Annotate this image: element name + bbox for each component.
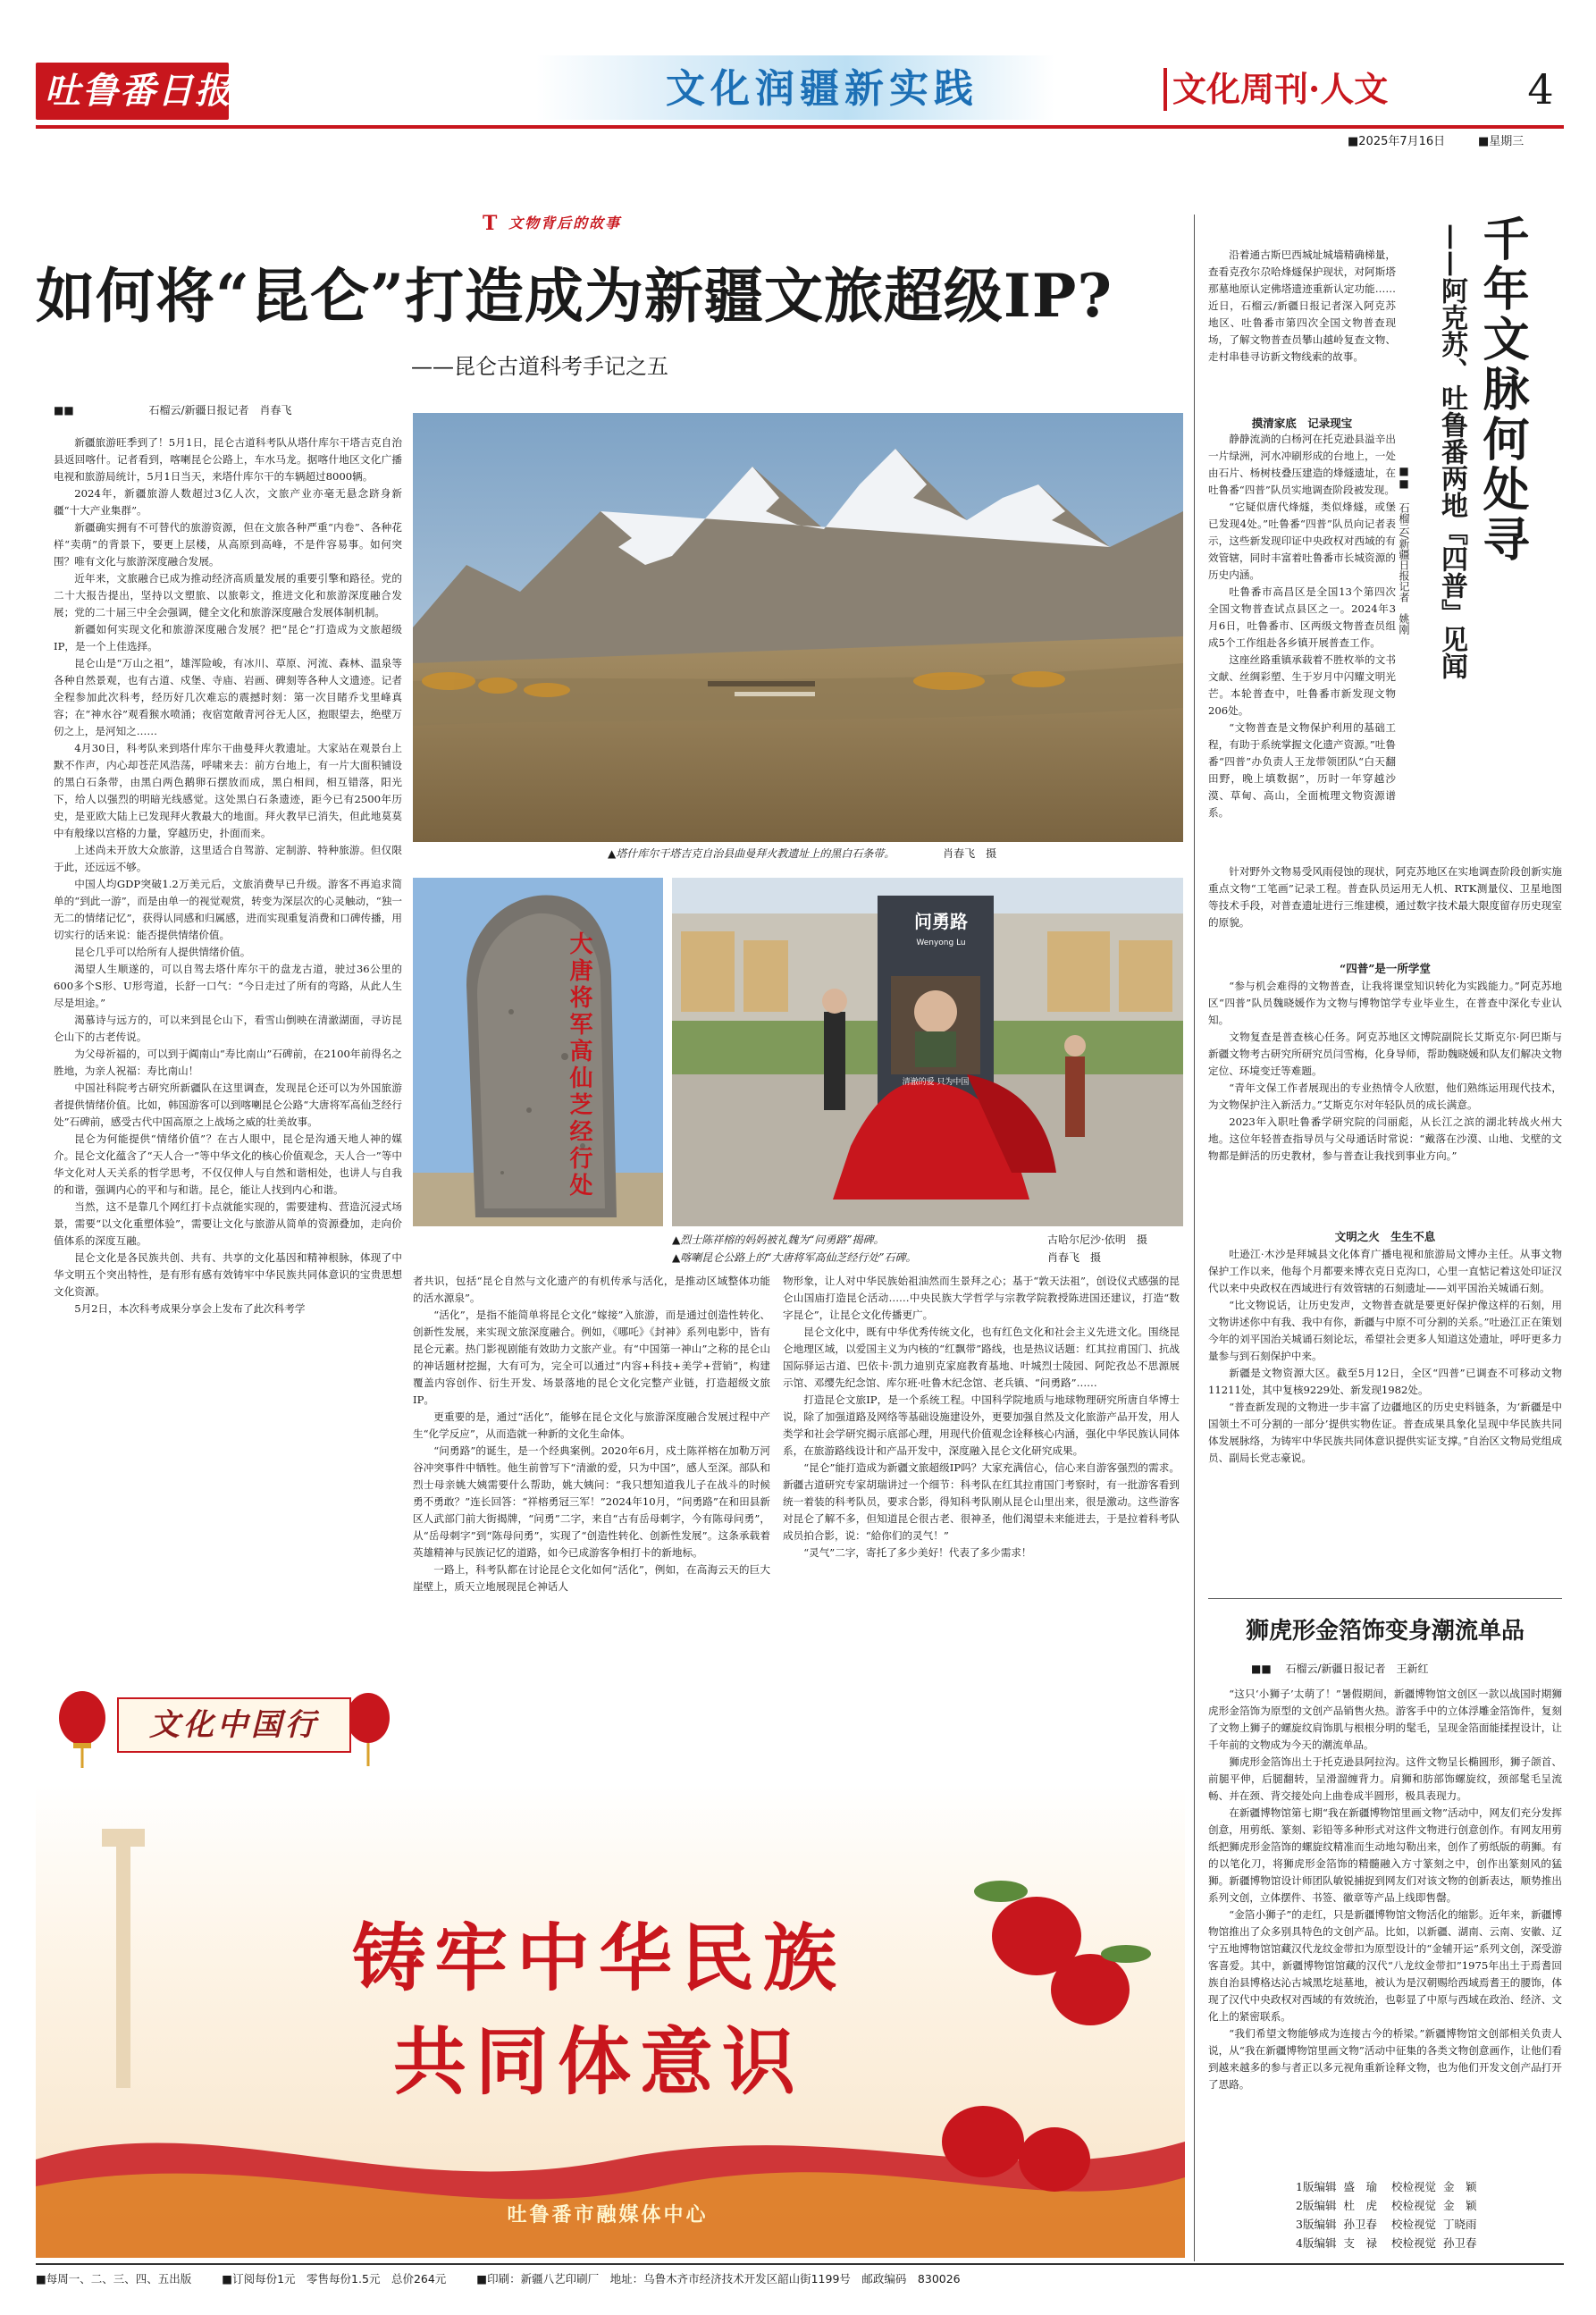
photo-stone-tablet [413,878,663,1226]
lion-byline-mark: ■■ [1251,1663,1272,1675]
paragraph: 为父母祈福的，可以到于阗南山“寿比南山”石碑前，在2100年前得名之胜地，为亲人祝福：寿比南山！ [54,1048,402,1077]
main-byline-text: 石榴云/新疆日报记者 肖春飞 [148,404,292,417]
editor-role: 4版编辑 [1296,2236,1337,2250]
right-section-1 [1208,431,1396,860]
paragraph: “青年文保工作者展现出的专业热情令人欣慰，他们熟练运用现代技术，为文物保护注入新活力。”艾斯克尔对年轻队员的成长满意。 [1208,1082,1562,1111]
paragraph: 文物复查是普查核心任务。阿克苏地区文博院副院长艾斯克尔·阿巴斯与新疆文物考古研究所研究员闫雪梅，化身导师，帮助魏晓媛和队友们解决文物定位、环境变迁等难题。 [1208,1031,1562,1077]
page-number: 4 [1527,65,1554,114]
paragraph: 2024年，新疆旅游人数超过3亿人次，文旅产业亦毫无悬念跻身新疆“十大产业集群”。 [54,487,402,517]
paragraph: “活化”，是指不能简单将昆仑文化“嫁接”入旅游，而是通过创造性转化、创新性发展，来实现文旅深度融合。例如，《哪吒》《封神》系列电影中，皆有昆仑元素。热门影视剧能有效助力文旅产业。有“中国第一神山”之称的昆仑山的神话题材挖掘，大有可为，完全可以通过“内容+科技+美学+营销”，构建覆盖内容创作、衍生开发、场景落地的昆仑文化完整产业链，打造超级文旅IP。 [413,1309,770,1406]
banner-title: 文化润疆新实践 [666,66,979,112]
lion-section-rule [1208,1598,1562,1599]
paragraph: 物形象，让人对中华民族始祖油然而生景拜之心；基于“敦天法祖”，创设仪式感强的昆仑山国庙打造昆仑活动……中央民族大学哲学与宗教学院教授陈进国还建议，打造“数字昆仑”，让昆仑文化传播更广。 [783,1275,1180,1321]
ad-slogan-line-1: 铸牢中华民族 [351,1915,845,2001]
caption-mountain-text: ▲塔什库尔干塔吉克自治县曲曼拜火教遗址上的黑白石条带。 [608,847,895,860]
footer-price: ■订阅每份1元 零售每份1.5元 总价264元 [222,2272,447,2286]
main-column-3 [783,1273,1180,1755]
main-column-2 [413,1273,770,1755]
right-section-2 [1208,978,1562,1201]
lion-byline [1251,1661,1562,1677]
proof-role: 校检视觉 [1390,2180,1436,2193]
paragraph: “我们希望文物能够成为连接古今的桥梁。”新疆博物馆文创部相关负责人说，从“我在新疆博物馆里画文物”活动中征集的各类文物创意画作，让他们看到越来越多的参与者正以多元视角重新诠释文物，也为他们开发文创产品打开了思路。 [1208,2027,1562,2091]
proof-name: 金 颖 [1442,2199,1477,2212]
captions-photo2-3 [672,1232,1183,1267]
editors-box [1296,2177,1564,2258]
paragraph: 者共识，包括“昆仑自然与文化遗产的有机传承与活化，是推动区域整体功能的活水源泉”。 [413,1275,770,1304]
paragraph: 上述尚未开放大众旅游，这里适合自驾游、定制游、特种旅游。但仅限于此，还远远不够。 [54,844,402,873]
paragraph: “问勇路”的诞生，是一个经典案例。2020年6月，戍土陈祥榕在加勒万河谷冲突事件中牺牲。他生前曾写下“清澈的爱，只为中国”，感人至深。部队和烈士母亲姚大姨需要什么帮助，姚大姨问：“我只想知道我儿子在战斗的时候勇不勇敢？”连长回答：“祥榕勇冠三军！”2024年10月，“问勇路”在和田县新区人武部门前大街揭牌，“问勇”二字，来自“古有岳母刺字，今有陈母问勇”，从“岳母刺字”到“陈母问勇”，实现了“创造性转化、创新性发展”。这条承载着英雄精神与民族记忆的道路，如今已成游客争相打卡的新地标。 [413,1444,770,1559]
caption-road-credit: 古哈尔尼沙·依明 摄 [1047,1233,1147,1246]
lion-article-title: 狮虎形金箔饰变身潮流单品 [1245,1618,1525,1645]
column-tag-icon: T [483,212,498,235]
footer-publish: ■每周一、二、三、四、五出版 [36,2272,192,2286]
paragraph: 吐逊江·木沙是拜城县文化体育广播电视和旅游局文博办主任。从事文物保护工作以来，他每个月都要来博衣克日克沟口，心里一直惦记着这处印证汉代以来中央政权在西域进行有效管辖的石刻遗址——刘平国治关城诵石刻。 [1208,1248,1562,1294]
paragraph: “金箔小狮子”的走红，只是新疆博物馆文物活化的缩影。近年来，新疆博物馆推出了众多别具特色的文创产品。比如，以新疆、湖南、云南、安徽、辽宁五地博物馆馆藏汉代龙纹金带扣为原型设计的“金辅开运”系列文创，深受游客喜爱。其中，新疆博物馆馆藏的汉代“八龙纹金带扣”1975年出土于焉耆回族自治县博格达沁古城黑圪垯墓地，被认为是汉朝赐给西域焉耆王的腰饰，体现了汉代中央政权对西域的有效统治，也彰显了中原与西域在政治、经济、文化上的紧密联系。 [1208,1908,1562,2023]
photo-mountain-site [413,413,1183,842]
paragraph: 4月30日，科考队来到塔什库尔干曲曼拜火教遗址。大家站在观景台上默不作声，内心却苍茫风浩荡，呼啸来去：前方台地上，有一片大面积铺设的黑白石条带，由黑白两色鹅卵石摆放而成，黑白相间，相互错落，阳光下，给人以强烈的明暗光线感觉。这处黑白石条遗迹，距今已有2500年历史，是亚欧大陆上已发现拜火教最大的地面。拜火教早已消失，但此地莫莫中有般缘以宫格的力量，穿越历史，扑面而来。 [54,742,402,839]
proof-name: 金 颖 [1442,2180,1477,2193]
caption-row [672,1232,1183,1250]
right-subhead-3: 文明之火 生生不息 [1334,1230,1436,1243]
right-subhead-2: “四普”是一所学堂 [1340,962,1431,975]
ad-banner [36,1784,1185,2258]
paragraph: 沿着通古斯巴西城址城墙精确梯量，查看克孜尔尕哈烽燧保护现状，对阿斯塔那墓地原认定佛塔遗迹重新认定功能……近日，石榴云/新疆日报记者深入阿克苏地区、吐鲁番市第四次全国文物普查现场，了解文物普查员攀山越岭复查文物、走村串巷寻访新文物线索的故事。 [1208,248,1396,363]
right-section-3 [1208,1246,1562,1582]
photo-wenyong-road [672,878,1183,1226]
paragraph: 狮虎形金箔饰出土于托克逊县阿拉沟。这件文物呈长椭圆形，狮子颌首、前腿平伸，后腿翻转，呈滑溜缠背力。肩狮和肪部饰螺旋纹，颈部髦毛呈流畅、并在颈、背交接处向上曲卷成半圆形，极具表现力。 [1208,1755,1562,1802]
section-name: 文化周刊·人文 [1172,69,1389,109]
column-tag-label: 文物背后的故事 [508,215,622,232]
issue-weekday: ■星期三 [1478,135,1525,148]
editor-row [1296,2215,1564,2234]
masthead-rule [36,125,1564,129]
right-article-subtitle: ——阿克苏、吐鲁番两地『四普』见闻 [1436,223,1467,679]
editor-role: 2版编辑 [1296,2199,1337,2212]
footer-printer: ■印刷：新疆八艺印刷厂 地址：乌鲁木齐市经济技术开发区韶山街1199号 邮政编码 830026 [476,2272,961,2286]
paragraph: 在新疆博物馆第七期“我在新疆博物馆里画文物”活动中，网友们充分发挥创意，用剪纸、篆刻、彩铅等多种形式对这件文物进行创意创作。有网友用剪纸把狮虎形金箔饰的螺旋纹精准而生动地勾勒出来，创作了剪纸版的萌狮。有的以笔化刀，将狮虎形金箔饰的精髓融入方寸篆刻之中，创作出篆刻风的猛狮。新疆博物馆设计师团队敏锐捕捉到网友们对该文物的创新表达，顺势推出系列文创，立体摆件、书签、徽章等产品上线即售罄。 [1208,1806,1562,1904]
paragraph: 新疆旅游旺季到了！5月1日，昆仑古道科考队从塔什库尔干塔吉克自治县返回喀什。记者看到，喀喇昆仑公路上，车水马龙。据喀什地区文化广播电视和旅游局统计，5月1日当天，来塔什库尔干的车辆超过8000辆。 [54,436,402,483]
editor-name: 支 禄 [1343,2236,1377,2250]
paragraph: “普查新发现的文物进一步丰富了边疆地区的历史史料链条，为‘新疆是中国领土不可分割的一部分’提供实物佐证。普查成果具象化呈现中华民族共同体发展脉络，为铸牢中华民族共同体意识提供实证支撑。”自治区文物局党组成员、副局长党志豪说。 [1208,1401,1562,1464]
footer-rule [36,2263,1564,2265]
paragraph: “这只‘小狮子’太萌了！”暑假期间，新疆博物馆文创区一款以战国时期狮虎形金箔饰为原型的文创产品销售火热。游客手中的立体浮雕金箔饰件，复刻了文物上狮子的螺旋纹肩饰肌与根根分明的髦毛，呈现金箔面能揉捏设计，让千年前的文物成为今天的潮流单品。 [1208,1688,1562,1751]
paragraph: 昆仑山是“万山之祖”，雄浑险峻，有冰川、草原、河流、森林、温泉等各种自然景观，也有古道、戍堡、寺庙、岩画、碑刻等各种人文遗迹。记者全程参加此次科考，经历好几次难忘的震撼时刻：第一次目睹乔戈里峰真容；在“神水谷”观看猴水喷涌；夜宿宽敞青河谷无人区，抱眼望去，绝壁万仞之上，是河知之…… [54,657,402,737]
caption-road-text: ▲烈士陈祥榕的妈妈被礼魏为“问勇路”揭碑。 [672,1233,885,1246]
right-section-1-cont [1208,863,1562,953]
right-subhead-1: 摸清家底 记录现宝 [1251,417,1353,430]
road-sign-poster-caption: 清澈的爱 只为中国 [902,1078,970,1087]
paragraph: 渴慕诗与远方的，可以来到昆仑山下，看雪山倒映在清澈湖面，寻访昆仑山下的古老传说。 [54,1014,402,1043]
paragraph: 这座丝路重镇承载着不胜枚举的文书文献、丝绸彩塑、生于岁月中闪耀文明光芒。本轮普查中，吐鲁番市新发现文物206处。 [1208,653,1396,717]
paragraph: “昆仑”能打造成为新疆文旅超级IP吗？大家充满信心，信心来自游客强烈的需求。新疆古道研究专家胡瑞讲过一个细节：科考队在红其拉甫国门考察时，有一批游客看到统一着装的科考队员，要求合影，得知科考队刚从昆仑山里出来，很是激动。这些游客对昆仑了解不多，但知道昆仑很古老、很神圣，他们渴望未来能进去，于是拉着科考队成员拍合影，说：“給你们的灵气！” [783,1461,1180,1542]
right-article-title: 千年文脉何处寻 [1474,215,1529,565]
stone-inscription: 大唐将军高仙芝经行处 [566,931,592,1200]
paragraph: 中国人均GDP突破1.2万美元后，文旅消费早已升级。游客不再追求简单的“到此一游”，而是由单一的视觉观赏，转变为深层次的心灵触动，“独一无二的情绪记忆”，获得认同感和归属感，进而实现重复消费和口碑传播，用切实行的话来说：能否提供情绪价值。 [54,878,402,941]
main-column-1 [54,434,402,1775]
lion-article-body [1208,1686,1562,2159]
paragraph: 针对野外文物易受风雨侵蚀的现状，阿克苏地区在实地调查阶段创新实施重点文物“工笔画”记录工程。普查队员运用无人机、RTK测量仪、卫星地图等技术手段，对普查遗址进行三维建模，通过数字技术最大限度留存历史现室的原貌。 [1208,865,1562,929]
right-intro [1208,247,1396,408]
mountain-landscape-image [413,413,1183,842]
main-article-subtitle: ——昆仑古道科考手记之五 [411,354,668,379]
ad-slogan-line-2: 共同体意识 [392,2019,804,2105]
editor-row [1296,2177,1564,2196]
lion-byline-text: 石榴云/新疆日报记者 王新红 [1285,1663,1429,1675]
paragraph: “灵气”二字，寄托了多少美好！代表了多少需求！ [803,1546,1032,1559]
ad-sponsor: 吐鲁番市融媒体中心 [507,2203,709,2227]
caption-mountain-credit: 肖春飞 摄 [943,847,997,860]
road-sign-pinyin: Wenyong Lu [916,939,966,947]
paragraph: 当然，这不是靠几个网红打卡点就能实现的，需要建构、营造沉浸式场景，需要“以文化重塑体验”，需要让文化与旅游从简单的资源叠加，走向价值体系的深度互融。 [54,1200,402,1247]
editor-name: 孙卫春 [1343,2218,1377,2231]
editor-row [1296,2196,1564,2215]
caption-stone-credit: 肖春飞 摄 [1047,1251,1102,1264]
column-tag [483,213,751,238]
proof-role: 校检视觉 [1390,2199,1436,2212]
paragraph: 静静流淌的白杨河在托克逊县溢辛出一片绿洲，河水冲刷形成的台地上，一处由石片、杨树枝叠压建造的烽燧遗址，在吐鲁番“四普”队员实地调查阶段被发现。 [1208,433,1396,496]
editor-row [1296,2234,1564,2252]
paragraph: 昆仑几乎可以给所有人提供情绪价值。 [74,946,251,958]
editor-role: 1版编辑 [1296,2180,1337,2193]
paragraph: 新疆确实拥有不可替代的旅游资源，但在文旅各种严重“内卷”、各种花样“卖萌”的背景下，要更上层楼，从高原到高峰，不是件容易事。如何突围？唯有文化与旅游深度融合发展。 [54,521,402,568]
paragraph: 昆仑文化中，既有中华优秀传统文化，也有红色文化和社会主义先进文化。围绕昆仑地理区域，以爱国主义为内核的“红飘带”路线，也是热议话题：红其拉甫国门、抗战国际驿运古道、巴依卡·凯力迪别克家庭教育基地、叶城烈士陵园、阿陀孜怂不思源展示馆、邓缨先纪念馆、库尔班·吐鲁木纪念馆、老兵镇、“问勇路”…… [783,1326,1180,1389]
wenhua-badge-label: 文化中国行 [149,1707,319,1743]
right-byline-text: 石榴云/新疆日报记者 姚刚 [1398,501,1410,635]
paragraph: 新疆如何实现文化和旅游深度融合发展？把“昆仑”打造成为文旅超级IP，是一个上佳选择。 [54,623,402,652]
caption-stone-text: ▲喀喇昆仑公路上的“大唐将军高仙芝经行处”石碑。 [672,1251,917,1264]
paragraph: 昆仑文化是各民族共创、共有、共享的文化基因和精神根脉，体现了中华文明五个突出特性，是有形有感有效铸牢中华民族共同体意识的宝贵思想文化资源。 [54,1251,402,1298]
proof-name: 孙卫春 [1442,2236,1477,2250]
paragraph: 新疆是文物资源大区。截至5月12日，全区“四普”已调查不可移动文物11211处，其中复核9229处、新发现1982处。 [1208,1367,1562,1396]
caption-row [672,1250,1183,1267]
paragraph: 更重要的是，通过“活化”，能够在昆仑文化与旅游深度融合发展过程中产生“化学反应”，从而造就一种新的文化生命体。 [413,1410,770,1440]
road-sign-name: 问勇路 [914,911,968,932]
paragraph: 近年来，文旅融合已成为推动经济高质量发展的重要引擎和路径。党的二十大报告提出，坚持以文塑旅、以旅彰文，推进文化和旅游深度融合发展；党的二十届三中全会强调，健全文化和旅游深度融合发展体制机制。 [54,572,402,619]
masthead-logo: 吐鲁番日报 [45,70,232,112]
editor-name: 盛 瑜 [1343,2180,1377,2193]
paragraph: “文物普查是文物保护利用的基础工程，有助于系统掌握文化遗产资源。”吐鲁番“四普”办负责人王龙带领团队“白天翻田野，晚上填数据”，历时一年穿越沙漠、草甸、高山，全面梳理文物资源谱系。 [1208,721,1396,819]
paragraph: 昆仑为何能提供“情绪价值”？在古人眼中，昆仑是沟通天地人神的媒介。昆仑文化蕴含了“天人合一”等中华文化的核心价值观念，天人合一”等中华文化对人天关系的哲学思考，不仅仅伸人与自然和谐相处，也讲人与自我的和谐，强调内心的平和与和谐。昆仑，能让人找到内心和谐。 [54,1132,402,1196]
paragraph: 吐鲁番市高昌区是全国13个第四次全国文物普查试点县区之一。2024年3月6日，吐鲁番市、区两级文物普查员组成5个工作组赴各乡镇开展普查工作。 [1208,585,1396,649]
paragraph: “参与机会难得的文物普查，让我将课堂知识转化为实践能力。”阿克苏地区“四普”队员魏晓媛作为文物与博物馆学专业毕业生，在普查中深化专业认知。 [1208,980,1562,1026]
main-byline-mark: ■■ [54,404,74,417]
issue-date: ■2025年7月16日 [1348,135,1446,148]
footer-bar [36,2269,1564,2290]
paragraph: 中国社科院考古研究所新疆队在这里调查，发现昆仑还可以为外国旅游者提供情绪价值。比如，韩国游客可以到喀喇昆仑公路“大唐将军高仙芝经行处”石碑前，感受古代中国高原之上战场之威的壮美故事。 [54,1082,402,1128]
paragraph: 2023年入职吐鲁番学研究院的闫丽彪，从长江之滨的湖北转战火州大地。这位年轻普查指导员与父母通话时常说：“戴落在沙漠、山地、戈壁的文物都是鲜活的历史教材，参与普查让我找到事业方向。” [1208,1115,1562,1162]
paragraph: 打造昆仑文旅IP，是一个系统工程。中国科学院地质与地球物理研究所唐自华博士说，除了加强道路及网络等基础设施建设外，更要加强自然及文化旅游产品开发，用人类学和社会学研究揭示底部心理，用现代价值观念诠释核心内涵，强化中华民族认同体系，在旅游路线设计和产品开发中，深度融入昆仑文化研究成果。 [783,1393,1180,1457]
right-byline-mark: ■■ [1398,465,1410,490]
paragraph: 5月2日，本次科考成果分享会上发布了此次科考学 [74,1302,306,1315]
proof-role: 校检视觉 [1390,2236,1436,2250]
column-divider [1194,215,1195,2261]
paragraph: 一路上，科考队都在讨论昆仑文化如何“活化”，例如，在高海云天的巨大崖壁上，质天立地展现昆仑神话人 [413,1563,770,1593]
paragraph: “它疑似唐代烽燧，类似烽燧，或堡已发现4处。”吐鲁番“四普”队员向记者表示，这些新发现印证中央政权对西域的有效管辖，同时丰富着吐鲁番市长城资源的历史内涵。 [1208,501,1396,581]
wenhua-zhongguo-badge [46,1680,404,1770]
section-divider [1163,68,1167,111]
main-byline [54,402,411,418]
paragraph: “比文物说话，让历史发声，文物普查就是要更好保护像这样的石刻，用文物讲述你中有我、我中有你，新疆与中原不可分割的关系。”吐逊江正在策划今年的刘平国治关城诵石刻论坛，希望社会更多人知道这处遗址，呼吁更多力量参与到石刻保护中来。 [1208,1299,1562,1362]
caption-mountain [608,846,1180,863]
paragraph: 渴望人生顺遂的，可以自驾去塔什库尔干的盘龙古道，驶过36公里的600多个S形、U形弯道，长舒一口气：“今日走过了所有的弯路，从此人生尽是坦途。” [54,963,402,1009]
proof-name: 丁晓雨 [1442,2218,1477,2231]
masthead [36,55,1564,120]
editor-name: 杜 虎 [1343,2199,1377,2212]
main-article-title: 如何将“昆仑”打造成为新疆文旅超级IP? [36,261,1113,331]
proof-role: 校检视觉 [1390,2218,1436,2231]
editor-role: 3版编辑 [1296,2218,1337,2231]
